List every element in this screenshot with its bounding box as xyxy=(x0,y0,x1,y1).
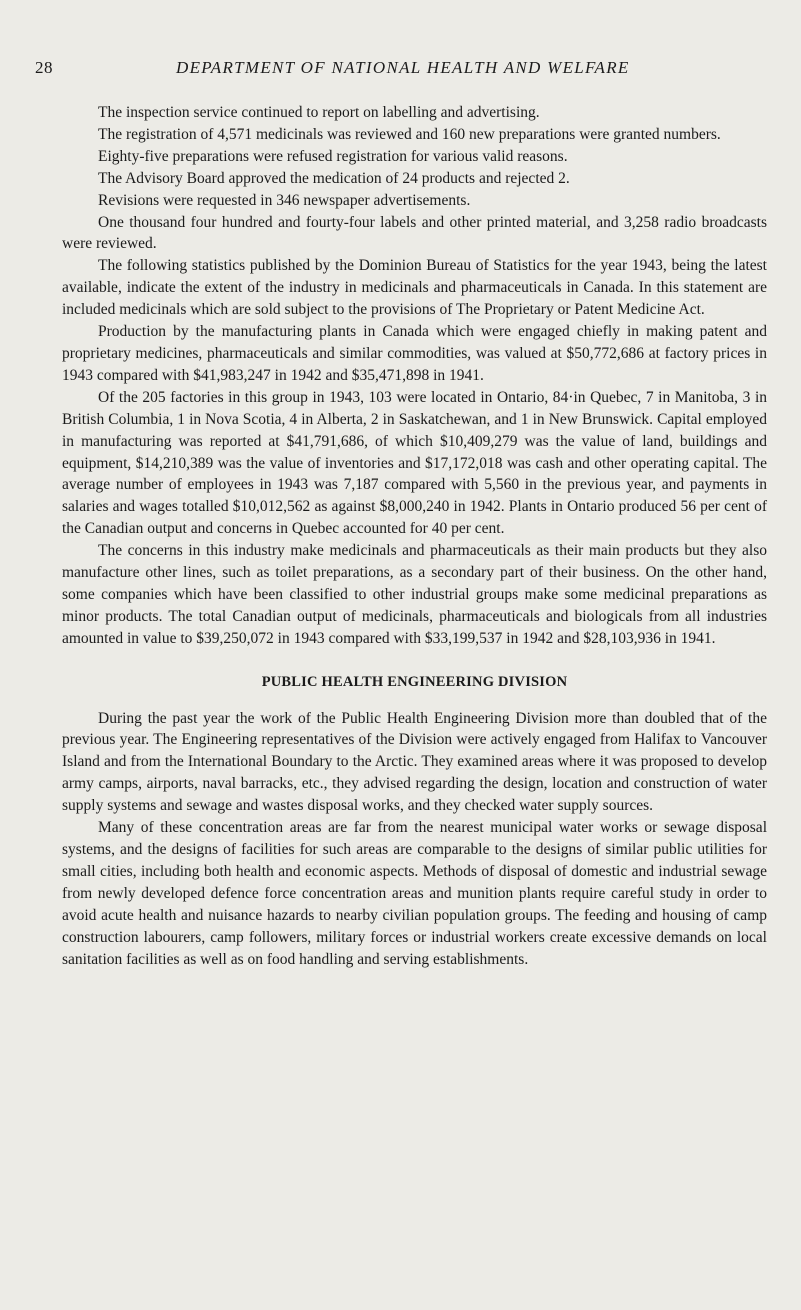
paragraph-production: Production by the manufacturing plants in Canada which were engaged chiefly in making patent and proprietary medicines, pharmaceuticals and similar commodities, was valued at $50,772,686 at factory prices in 1943 compared with $41,983,247 in 1942 and $35,471,898 in 1941. xyxy=(62,323,767,384)
paragraph-factories: Of the 205 factories in this group in 1943, 103 were located in Ontario, 84·in Quebec, 7 in Manitoba, 3 in British Columbia, 1 in Nova Scotia, 4 in Alberta, 2 in Saskatchewan, and 1 in New Brunswick. Capital employed in manufacturing was reported at $41,791,686, of which $10,409,279 was the value of land, buildings and equipment, $14,210,389 was the value of inventories and $17,172,018 was cash and other operating capital. The average number of employees in 1943 was 7,187 compared with 5,560 in the previous year, and payments in salaries and wages totalled $10,012,562 as against $8,000,240 in 1942. Plants in Ontario produced 56 per cent of the Canadian output and concerns in Quebec accounted for 40 per cent. xyxy=(62,388,767,538)
running-header-title: DEPARTMENT OF NATIONAL HEALTH AND WELFARE xyxy=(176,58,630,77)
paragraph-refused-registration: Eighty-five preparations were refused registration for various valid reasons. xyxy=(98,147,568,165)
paragraph-industry-output: The concerns in this industry make medicinals and pharmaceuticals as their main products but they also manufacture other lines, such as toilet preparations, as a secondary part of their business. On the other hand, some companies which have been classified to other industrial groups make some medicinal preparations as minor products. The total Canadian output of medicinals, pharmaceuticals and biologicals from all industries amounted in value to $39,250,072 in 1943 compared with $33,199,537 in 1942 and $28,103,936 in 1941. xyxy=(62,542,767,647)
paragraph-engineering-division: During the past year the work of the Public Health Engineering Division more than doubled that of the previous year. The Engineering representatives of the Division were actively engaged from Halifax to Vancouver Island and from the International Boundary to the Arctic. They examined areas where it was proposed to develop army camps, airports, naval barracks, etc., they advised regarding the design, location and construction of water supply systems and sewage and wastes disposal works, and they checked water supply sources. xyxy=(62,709,767,815)
paragraph-statistics-intro: The following statistics published by the Dominion Bureau of Statistics for the year 1943, being the latest available, indicate the extent of the industry in medicinals and pharmaceuticals in Canada. In this statement are included medicinals which are sold subject to the provisions of The Proprietary or Patent Medicine Act. xyxy=(62,257,767,319)
page-number: 28 xyxy=(35,58,53,77)
paragraph-concentration-areas: Many of these concentration areas are far from the nearest municipal water works or sewage disposal systems, and the designs of facilities for such areas are comparable to the designs of similar public utilities for small cities, including both health and economic aspects. Methods of disposal of domestic and industrial sewage from newly developed defence force concentration areas and munition plants require careful study in order to avoid acute health and nuisance hazards to nearby civilian population groups. The feeding and housing of camp construction labourers, camp followers, military forces or industrial workers create excessive demands on local sanitation facilities as well as on food handling and serving establishments. xyxy=(62,819,767,968)
paragraph-inspection-service: The inspection service continued to report on labelling and advertising. xyxy=(98,104,540,121)
paragraph-advisory-board: The Advisory Board approved the medication of 24 products and rejected 2. xyxy=(98,169,570,187)
paragraph-revisions: Revisions were requested in 346 newspaper advertisements. xyxy=(98,191,471,209)
body-text xyxy=(62,102,767,970)
paragraph-registration: The registration of 4,571 medicinals was reviewed and 160 new preparations were granted numbers. xyxy=(98,125,721,143)
paragraph-labels-broadcasts: One thousand four hundred and fourty-four labels and other printed material, and 3,258 radio broadcasts were reviewed. xyxy=(62,213,767,253)
section-heading: PUBLIC HEALTH ENGINEERING DIVISION xyxy=(261,673,568,690)
